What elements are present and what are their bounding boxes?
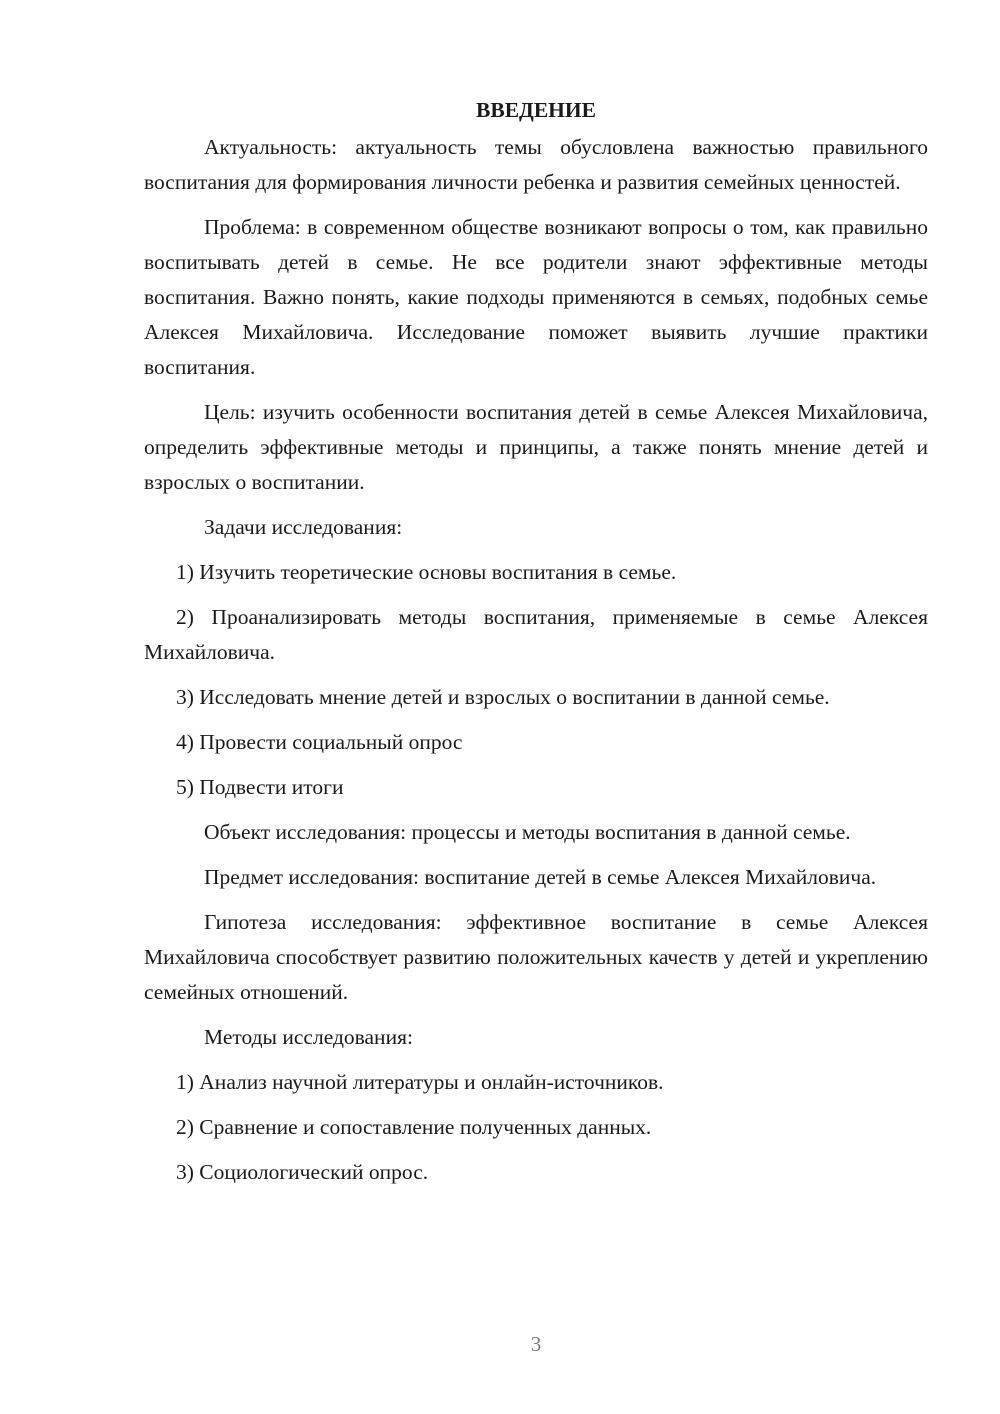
method-item: 1) Анализ научной литературы и онлайн-источников. <box>176 1070 664 1094</box>
hypothesis-paragraph: Гипотеза исследования: эффективное воспитание в семье Алексея Михайловича способствует развитию положительных качеств у детей и укреплению семейных отношений. <box>144 910 928 1004</box>
document-page <box>144 92 928 1200</box>
task-item: 1) Изучить теоретические основы воспитания в семье. <box>176 560 677 584</box>
methods-heading: Методы исследования: <box>204 1025 413 1049</box>
method-item: 2) Сравнение и сопоставление полученных данных. <box>176 1115 652 1139</box>
method-item: 3) Социологический опрос. <box>176 1160 429 1184</box>
goal-paragraph: Цель: изучить особенности воспитания детей в семье Алексея Михайловича, определить эффективные методы и принципы, а также понять мнение детей и взрослых о воспитании. <box>144 400 928 494</box>
problem-paragraph: Проблема: в современном обществе возникают вопросы о том, как правильно воспитывать детей в семье. Не все родители знают эффективные методы воспитания. Важно понять, какие подходы применяются в семьях, подобных семье Алексея Михайловича. Исследование поможет выявить лучшие практики воспитания. <box>144 215 928 379</box>
page-number: 3 <box>530 1332 542 1356</box>
task-item: 3) Исследовать мнение детей и взрослых о воспитании в данной семье. <box>176 685 830 709</box>
page-title: ВВЕДЕНИЕ <box>476 98 596 122</box>
tasks-heading: Задачи исследования: <box>204 515 403 539</box>
subject-paragraph: Предмет исследования: воспитание детей в семье Алексея Михайловича. <box>204 865 877 889</box>
object-paragraph: Объект исследования: процессы и методы воспитания в данной семье. <box>204 820 851 844</box>
task-item: 4) Провести социальный опрос <box>176 730 463 754</box>
task-item: 5) Подвести итоги <box>176 775 344 799</box>
task-item: 2) Проанализировать методы воспитания, применяемые в семье Алексея Михайловича. <box>144 605 928 664</box>
actuality-paragraph: Актуальность: актуальность темы обусловлена важностью правильного воспитания для формирования личности ребенка и развития семейных ценностей. <box>144 135 928 194</box>
